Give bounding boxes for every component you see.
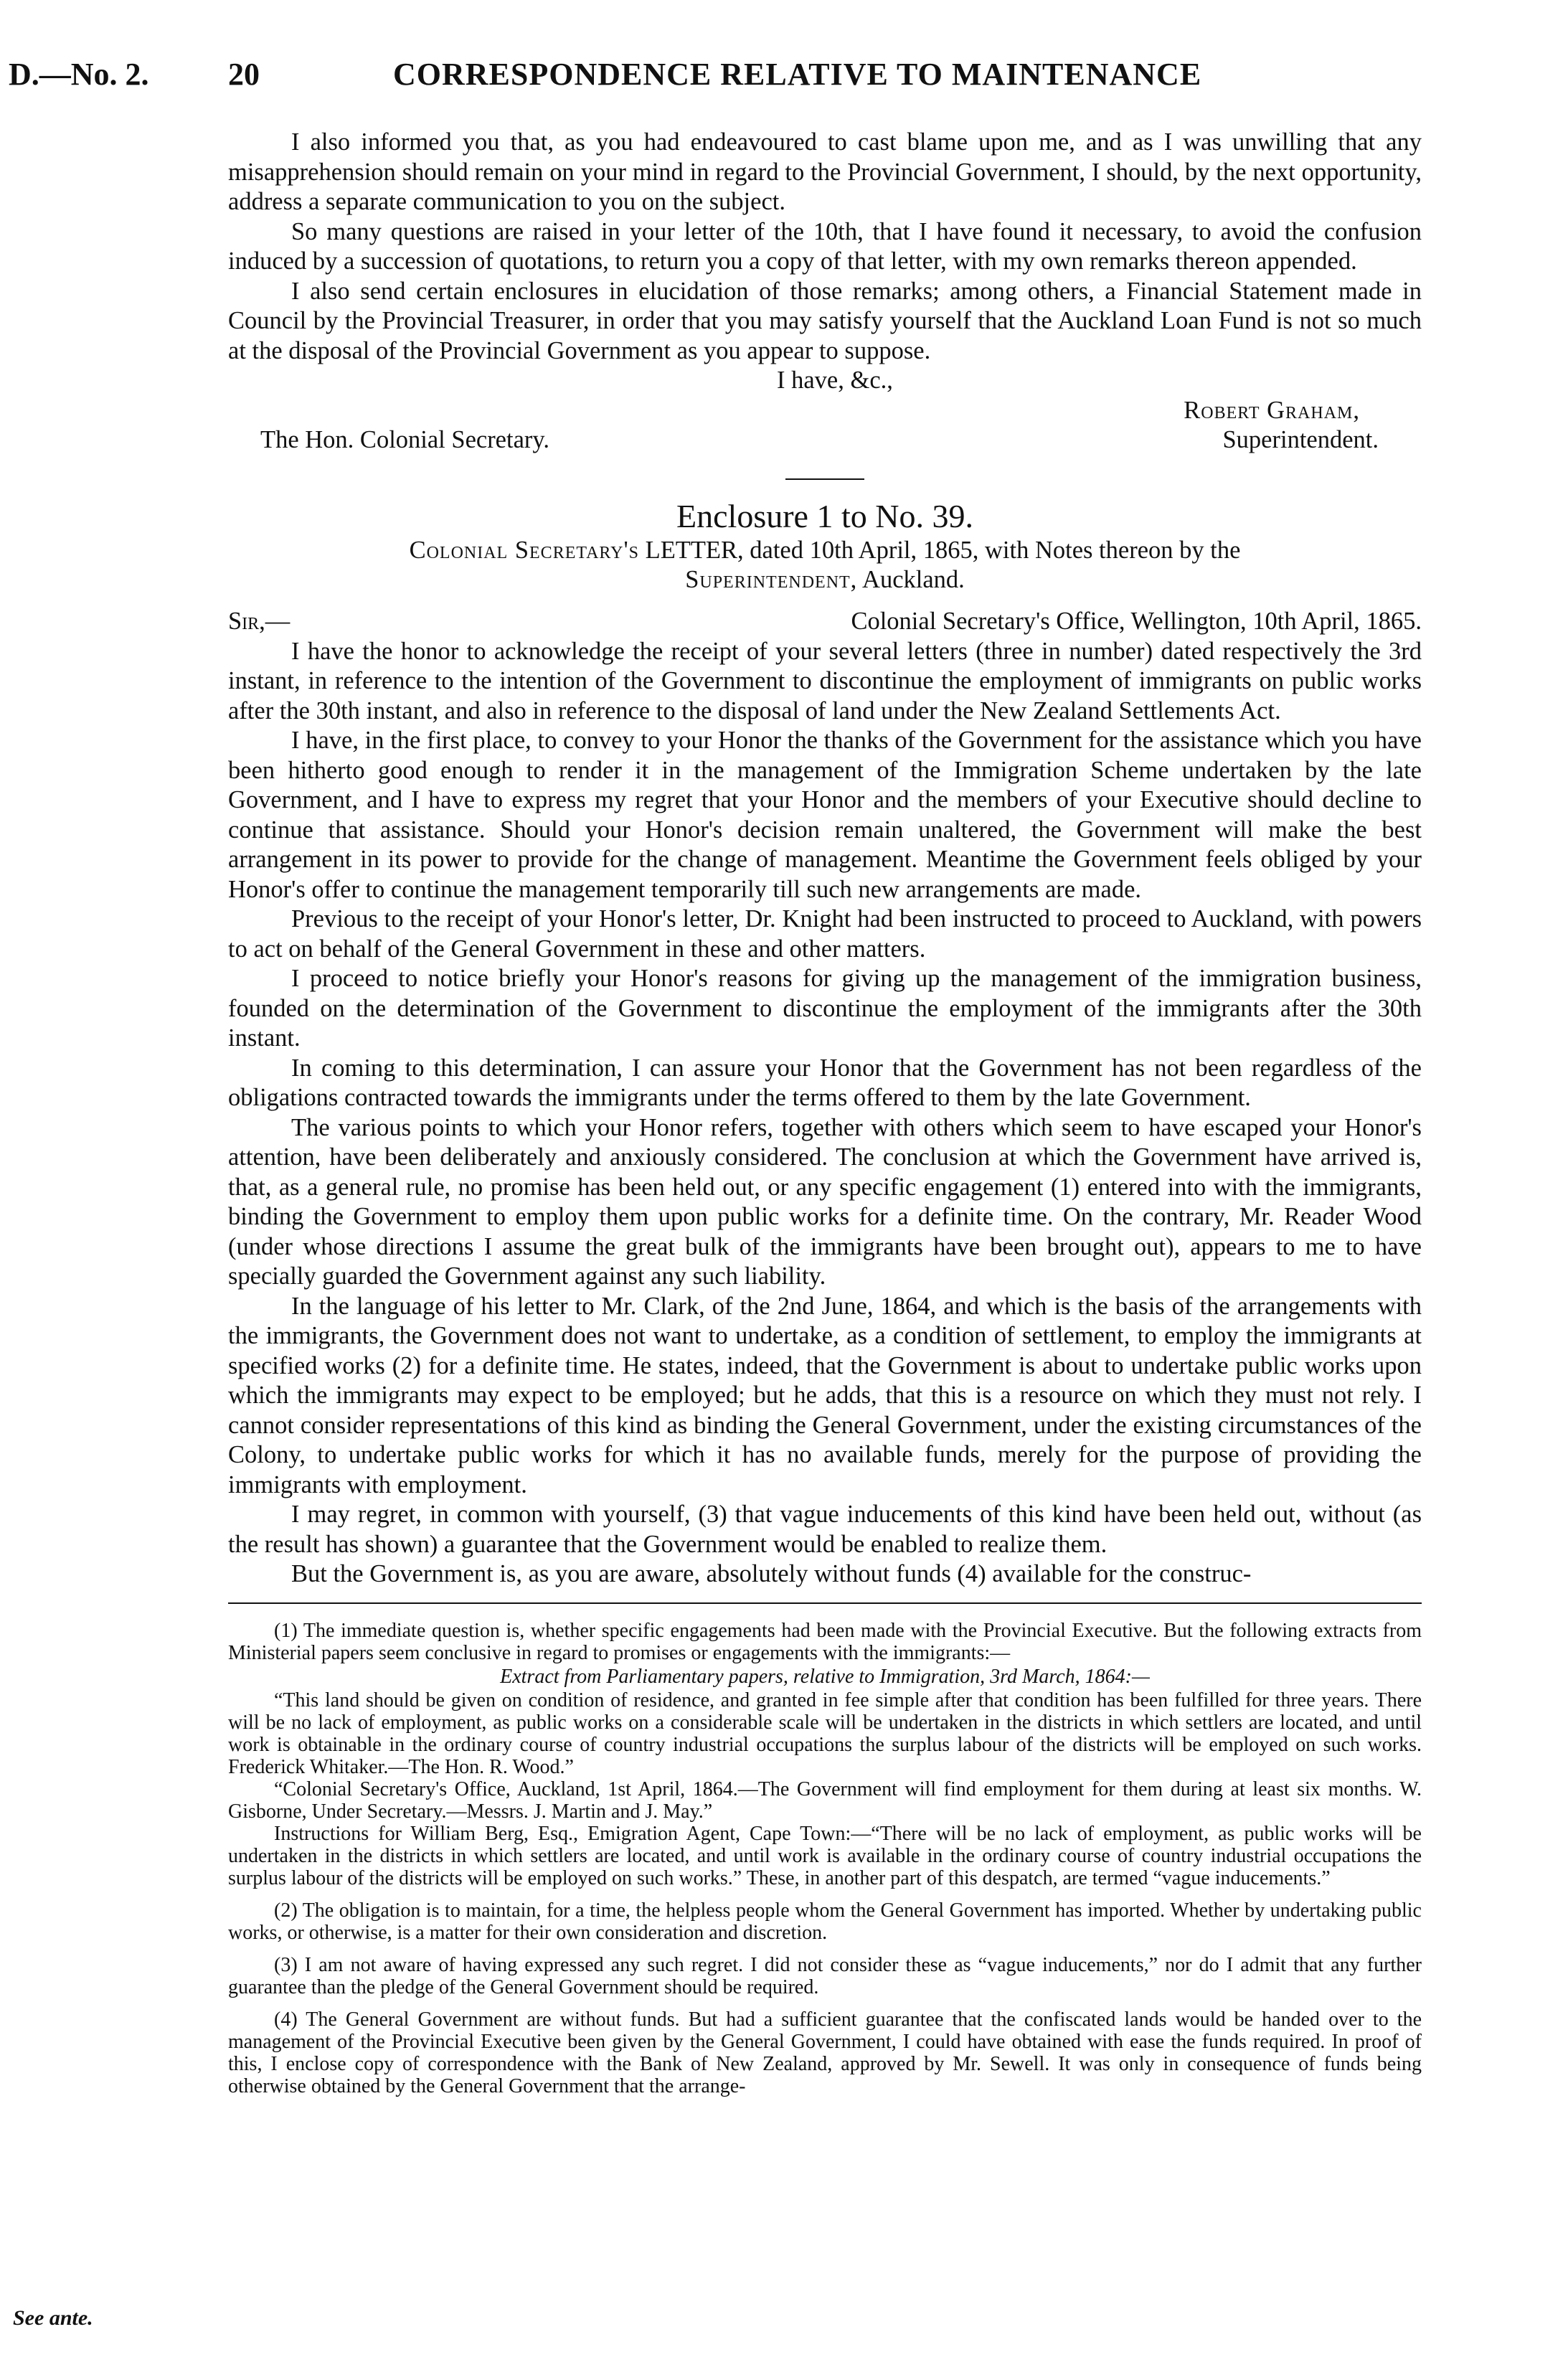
margin-note: See ante. [13, 2306, 93, 2330]
signatory-title: Superintendent. [1222, 426, 1379, 453]
letter-body [228, 128, 1422, 366]
footnote-2: (2) The obligation is to maintain, for a time, the helpless people whom the General Government has imported. Whether by undertaking public works, or otherwise, is a matter for their own consideration and discretion. [228, 1899, 1422, 1944]
enclosure-subtitle [257, 536, 1393, 595]
document-reference: D.—No. 2. [9, 57, 149, 92]
enclosure-paragraph: In the language of his letter to Mr. Clark, of the 2nd June, 1864, and which is the basis of the arrangements with the immigrants, the Government does not want to undertake, as a condition of settlement, to employ the immigrants at specified works (2) for a definite time. He states, indeed, that the Government is about to undertake public works upon which the immigrants may expect to be employed; but he adds, that this is a resource on which they must not rely. I cannot consider representations of this kind as binding the General Government, under the existing circumstances of the Colony, to undertake public works for which it has no available funds, merely for the purpose of providing the immigrants with employment. [228, 1292, 1422, 1498]
footnote-1-quote: Instructions for William Berg, Esq., Emigration Agent, Cape Town:—“There will be no lack of employment, as public works will be undertaken in the districts in which settlers are located, and until work is available in the ordinary course of country industrial occupations the surplus labour of the districts will be employed on such works.” These, in another part of this despatch, are termed “vague inducements.” [228, 1822, 1422, 1889]
enclosure-subtitle-recipient: Superintendent, [685, 566, 858, 593]
footnote-divider [228, 1602, 1422, 1604]
signatory-name: Robert Graham, [1184, 396, 1360, 424]
footnote-1-quote: “Colonial Secretary's Office, Auckland, 1st April, 1864.—The Government will find employment for them during at least six months. W. Gisborne, Under Secretary.—Messrs. J. Martin and J. May.” [228, 1777, 1422, 1823]
footnote-1 [228, 1620, 1422, 1889]
enclosure-paragraph: But the Government is, as you are aware, absolutely without funds (4) available for the construc- [291, 1560, 1252, 1587]
running-title: CORRESPONDENCE RELATIVE TO MAINTENANCE [393, 57, 1202, 92]
enclosure-title: Enclosure 1 to No. 39. [676, 497, 973, 534]
footnote-1-heading: Extract from Parliamentary papers, relative to Immigration, 3rd March, 1864:— [500, 1665, 1150, 1688]
page-number: 20 [228, 57, 260, 92]
enclosure-paragraph: I may regret, in common with yourself, (3) that vague inducements of this kind have been held out, without (as the result has shown) a guarantee that the Government would be enabled to realize them. [228, 1501, 1422, 1558]
addressee: The Hon. Colonial Secretary. [260, 426, 550, 453]
footnote-1-intro: (1) The immediate question is, whether specific engagements had been made with the Provincial Executive. But the following extracts from Ministerial papers seem conclusive in regard to promises or engagements with the immigrants:— [228, 1619, 1422, 1664]
closing-row [228, 366, 1422, 396]
footnote-4: (4) The General Government are without funds. But had a sufficient guarantee that the confiscated lands would be handed over to the management of the Provincial Executive been given by the General Government, I could have obtained with ease the funds required. In proof of this, I enclose copy of correspondence with the Bank of New Zealand, approved by Mr. Sewell. It was only in consequence of funds being otherwise obtained by the General Government that the arrange- [228, 2008, 1422, 2097]
addressee-row [228, 425, 1422, 455]
signature-row [228, 396, 1422, 426]
salutation-row [228, 605, 1422, 637]
enclosure-body [228, 637, 1422, 1590]
enclosure-paragraph: In coming to this determination, I can assure your Honor that the Government has not been regardless of the obligations contracted towards the immigrants under the terms offered to them by the late Government. [228, 1054, 1422, 1111]
letter-paragraph: I also informed you that, as you had endeavoured to cast blame upon me, and as I was unwilling that any misapprehension should remain on your mind in regard to the Provincial Government, I should, by the next opportunity, address a separate communication to you on the subject. [228, 128, 1422, 215]
salutation: Sir,— [228, 607, 291, 635]
enclosure-subtitle-author: Colonial Secretary's [409, 536, 640, 564]
page-header [0, 56, 1568, 106]
section-divider [785, 478, 864, 480]
enclosure-paragraph: I have the honor to acknowledge the receipt of your several letters (three in number) dated respectively the 3rd instant, in reference to the intention of the Government to discontinue the employment of immigrants on public works after the 30th instant, and also in reference to the disposal of land under the New Zealand Settlements Act. [228, 637, 1422, 724]
enclosure-paragraph: The various points to which your Honor refers, together with others which seem to have escaped your Honor's attention, have been deliberately and anxiously considered. The conclusion at which the Government have arrived is, that, as a general rule, no promise has been held out, or any specific engagement (1) entered into with the immigrants, binding the Government to employ them upon public works for a definite time. On the contrary, Mr. Reader Wood (under whose directions I assume the great bulk of the immigrants have been brought out), appears to me to have specially guarded the Government against any such liability. [228, 1113, 1422, 1290]
enclosure-paragraph: I proceed to notice briefly your Honor's reasons for giving up the management of the immigration business, founded on the determination of the Government to discontinue the employment of the immigrants after the 30th instant. [228, 965, 1422, 1052]
enclosure-paragraph: I have, in the first place, to convey to your Honor the thanks of the Government for the assistance which you have been hitherto good enough to render it in the management of the Immigration Scheme undertaken by the late Government, and I have to express my regret that your Honor and the members of your Executive should decline to continue that assistance. Should your Honor's decision remain unaltered, the Government will make the best arrangement in its power to provide for the change of management. Meantime the Government feels obliged by your Honor's offer to continue the management temporarily till such new arrangements are made. [228, 727, 1422, 903]
footnotes [228, 1620, 1422, 2097]
letter-closing: I have, &c., [777, 367, 893, 394]
letter-paragraph: I also send certain enclosures in elucidation of those remarks; among others, a Financial Statement made in Council by the Provincial Treasurer, in order that you may satisfy yourself that the Auckland Loan Fund is not so much at the disposal of the Provincial Government as you appear to suppose. [228, 277, 1422, 364]
footnote-1-quote: “This land should be given on condition of residence, and granted in fee simple after that condition has been fulfilled for three years. There will be no lack of employment, as public works on a considerable scale will be undertaken in the districts in which settlers are located, and until work is obtainable in the ordinary course of country industrial occupations the surplus labour of the districts will be employed on such works. Frederick Whitaker.—The Hon. R. Wood.” [228, 1689, 1422, 1778]
enclosure-subtitle-place: Auckland. [862, 566, 965, 593]
letter-paragraph: So many questions are raised in your letter of the 10th, that I have found it necessary, to avoid the confusion induced by a succession of quotations, to return you a copy of that letter, with my own remarks thereon appended. [228, 217, 1422, 275]
main-content [228, 128, 1422, 2107]
enclosure-paragraph: Previous to the receipt of your Honor's letter, Dr. Knight had been instructed to proceed to Auckland, with powers to act on behalf of the General Government in these and other matters. [228, 905, 1422, 963]
enclosure-subtitle-text: LETTER, dated 10th April, 1865, with Notes thereon by the [645, 536, 1241, 564]
footnote-3: (3) I am not aware of having expressed any such regret. I did not consider these as “vague inducements,” nor do I admit that any further guarantee than the pledge of the General Government should be required. [228, 1953, 1422, 1998]
dateline: Colonial Secretary's Office, Wellington, 10th April, 1865. [851, 607, 1422, 635]
